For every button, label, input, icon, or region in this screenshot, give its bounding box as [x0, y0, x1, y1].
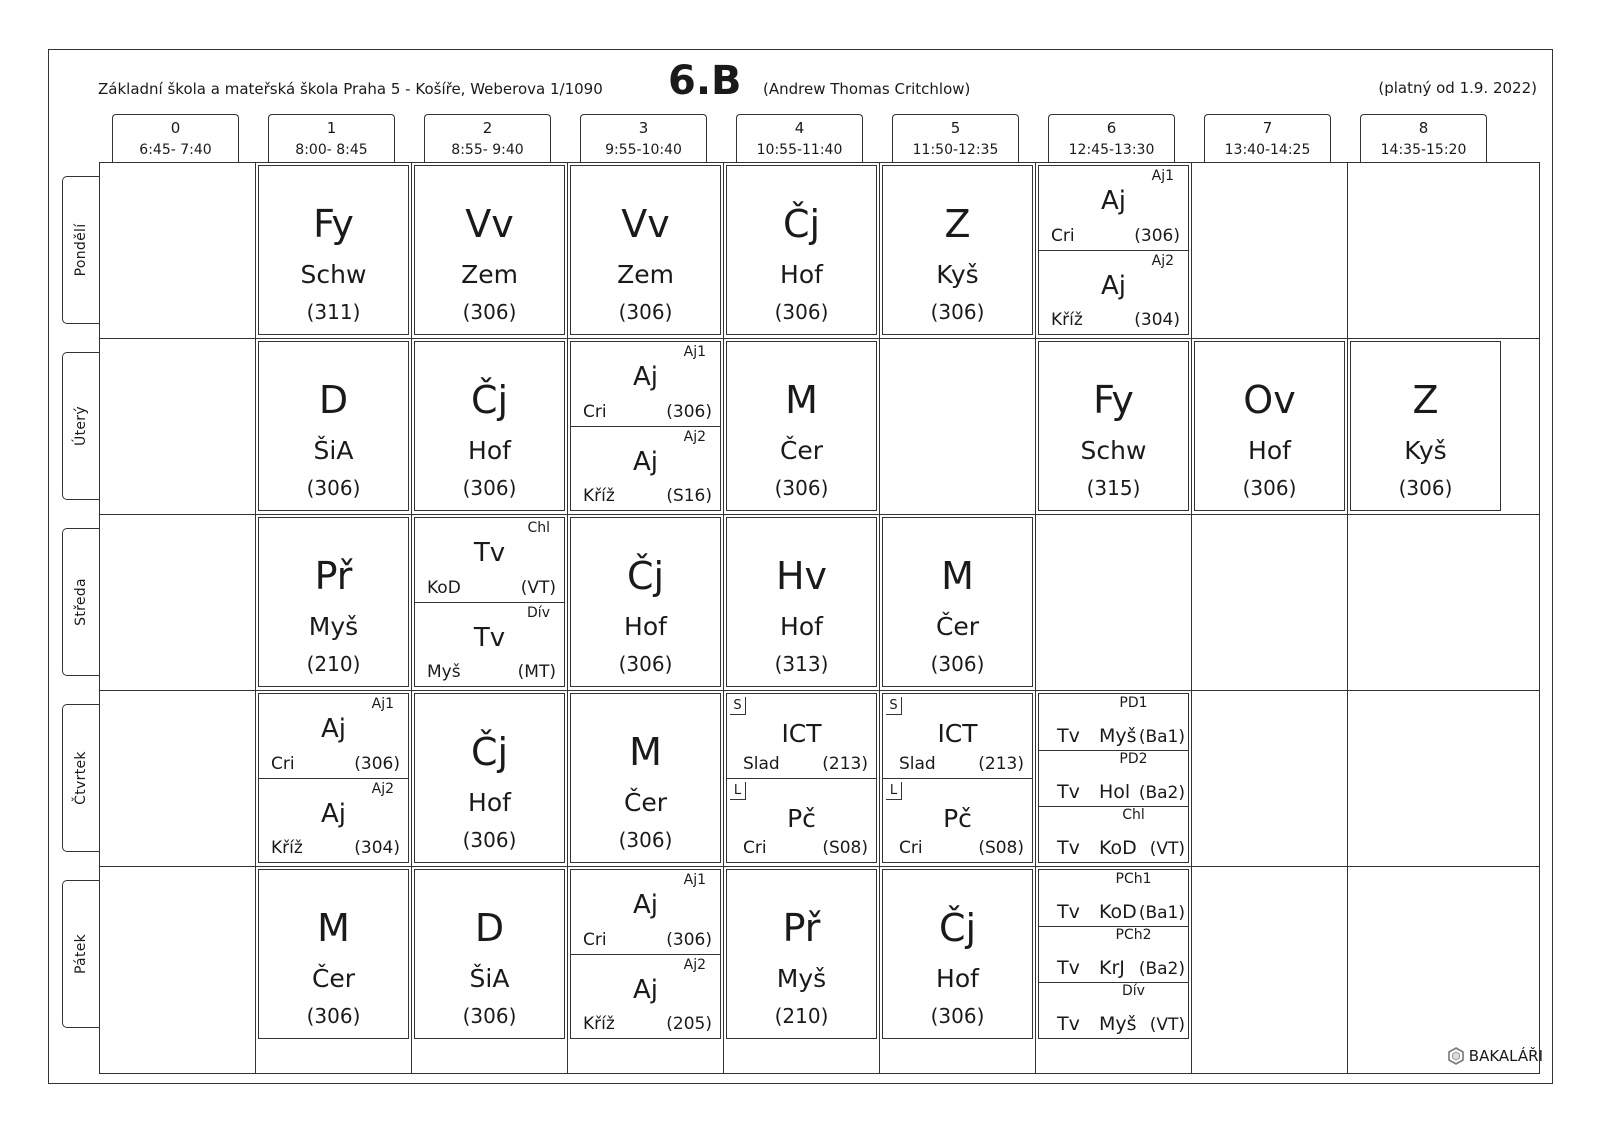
- subject: Čj: [626, 554, 665, 598]
- lesson-group: [1039, 806, 1188, 862]
- grid-row-line: [99, 866, 1540, 867]
- subject: Pč: [943, 804, 972, 833]
- lesson-group: [1039, 982, 1188, 1038]
- day-label-3: [62, 704, 99, 852]
- teacher: Cri: [583, 402, 607, 422]
- room: (306): [462, 1004, 517, 1028]
- subject: Tv: [473, 538, 506, 568]
- period-number: 0: [170, 119, 181, 137]
- teacher: ŠiA: [469, 964, 510, 993]
- subject: Př: [314, 554, 353, 598]
- period-time: 13:40-14:25: [1224, 142, 1311, 158]
- subject: Tv: [1057, 957, 1080, 979]
- lesson-cell: [414, 341, 565, 511]
- period-header-2: [424, 114, 551, 162]
- lesson-half: [727, 694, 876, 779]
- room: (304): [354, 838, 400, 858]
- subject: Z: [944, 202, 971, 246]
- subject: Aj: [632, 447, 658, 477]
- lesson-cell: [726, 341, 877, 511]
- room: (213): [978, 754, 1024, 774]
- teacher: KoD: [1099, 837, 1137, 859]
- lesson-cell-split-three: [1038, 869, 1189, 1039]
- teacher: Cri: [899, 838, 923, 858]
- lesson-cell: [1038, 341, 1189, 511]
- subject: Fy: [313, 202, 354, 246]
- room: (306): [462, 828, 517, 852]
- subject: Vv: [465, 202, 514, 246]
- lesson-cell: [258, 341, 409, 511]
- room: (Ba2): [1138, 783, 1185, 803]
- period-header-0: [112, 114, 239, 162]
- group-label: Chl: [527, 520, 550, 536]
- lesson-cell: [570, 693, 721, 863]
- subject: Ov: [1243, 378, 1296, 422]
- teacher: Myš: [1099, 725, 1137, 747]
- teacher: Hof: [624, 612, 667, 641]
- group-label: PCh1: [1115, 871, 1152, 887]
- teacher: Čer: [935, 612, 980, 641]
- room: (306): [774, 476, 829, 500]
- teacher: Hof: [468, 436, 511, 465]
- grid-row-line: [99, 690, 1540, 691]
- subject: Aj: [632, 975, 658, 1005]
- lesson-half: [571, 955, 720, 1038]
- room: (VT): [1149, 1015, 1185, 1035]
- subject: Vv: [621, 202, 670, 246]
- subject: Tv: [1057, 901, 1080, 923]
- lesson-cell: [1194, 341, 1345, 511]
- room: (210): [306, 652, 361, 676]
- room: (S08): [822, 838, 868, 858]
- room: (306): [930, 300, 985, 324]
- teacher: Čer: [311, 964, 356, 993]
- period-number: 8: [1418, 119, 1429, 137]
- lesson-cell: [258, 869, 409, 1039]
- day-name: Pátek: [73, 933, 89, 975]
- lesson-half: [259, 694, 408, 779]
- room: (VT): [1149, 839, 1185, 859]
- teacher: Slad: [899, 754, 936, 774]
- lesson-cell: [414, 165, 565, 335]
- teacher: Myš: [427, 662, 461, 682]
- lesson-half: [571, 427, 720, 510]
- group-label: Dív: [527, 605, 550, 621]
- subject: Čj: [782, 202, 821, 246]
- bakalari-logo-icon: [1447, 1047, 1465, 1065]
- teacher: ŠiA: [313, 436, 354, 465]
- lesson-cell-split: [570, 869, 721, 1039]
- day-name: Čtvrtek: [73, 751, 89, 805]
- subject: ICT: [937, 719, 978, 748]
- period-header-4: [736, 114, 863, 162]
- subject: Aj: [320, 799, 346, 829]
- lesson-half: [1039, 251, 1188, 334]
- room: (S08): [978, 838, 1024, 858]
- subject: Tv: [473, 623, 506, 653]
- room: (Ba2): [1138, 959, 1185, 979]
- room: (306): [306, 1004, 361, 1028]
- room: (306): [618, 652, 673, 676]
- lesson-cell: [726, 517, 877, 687]
- grid-row-line: [99, 338, 1540, 339]
- day-label-1: [62, 352, 99, 500]
- room: (311): [306, 300, 361, 324]
- lesson-cell: [882, 165, 1033, 335]
- teacher: Kříž: [583, 486, 615, 506]
- lesson-half: [571, 342, 720, 427]
- group-label: PD2: [1119, 751, 1148, 767]
- room: (VT): [520, 578, 556, 598]
- room: (306): [1398, 476, 1453, 500]
- period-time: 6:45- 7:40: [139, 142, 212, 158]
- group-label: Aj2: [683, 957, 706, 973]
- period-time: 11:50-12:35: [912, 142, 999, 158]
- grid-column-line: [255, 162, 256, 1074]
- group-label: Dív: [1122, 983, 1145, 999]
- period-number: 5: [950, 119, 961, 137]
- group-label: PD1: [1119, 695, 1148, 711]
- lesson-cell: [414, 693, 565, 863]
- room: (210): [774, 1004, 829, 1028]
- lesson-cell: [258, 165, 409, 335]
- subject: Fy: [1093, 378, 1134, 422]
- group-label: Aj1: [371, 696, 394, 712]
- lesson-half: [727, 779, 876, 862]
- period-number: 6: [1106, 119, 1117, 137]
- day-label-0: [62, 176, 99, 324]
- room: (306): [930, 652, 985, 676]
- lesson-cell: [726, 869, 877, 1039]
- group-label: Aj2: [371, 781, 394, 797]
- room: (304): [1134, 310, 1180, 330]
- subject: M: [317, 906, 350, 950]
- subject: Čj: [470, 378, 509, 422]
- week-tag: S: [886, 697, 902, 715]
- grid-column-line: [411, 162, 412, 1074]
- lesson-group: [1039, 694, 1188, 751]
- room: (213): [822, 754, 868, 774]
- lesson-half: [883, 694, 1032, 779]
- class-name: 6.B: [668, 58, 742, 104]
- room: (306): [618, 300, 673, 324]
- period-number: 1: [326, 119, 337, 137]
- period-time: 8:00- 8:45: [295, 142, 368, 158]
- day-name: Středa: [73, 578, 89, 626]
- group-label: Aj1: [683, 344, 706, 360]
- room: (306): [774, 300, 829, 324]
- group-label: Aj1: [683, 872, 706, 888]
- lesson-cell: [882, 517, 1033, 687]
- teacher: Čer: [779, 436, 824, 465]
- period-number: 4: [794, 119, 805, 137]
- teacher: Myš: [776, 964, 827, 993]
- grid-column-line: [723, 162, 724, 1074]
- period-number: 2: [482, 119, 493, 137]
- subject: Pč: [787, 804, 816, 833]
- subject: Tv: [1057, 837, 1080, 859]
- subject: Tv: [1057, 1013, 1080, 1035]
- period-header-1: [268, 114, 395, 162]
- brand-logo: [1447, 1047, 1543, 1065]
- subject: Čj: [938, 906, 977, 950]
- subject: Aj: [632, 362, 658, 392]
- period-number: 7: [1262, 119, 1273, 137]
- teacher: Cri: [583, 930, 607, 950]
- teacher: Schw: [300, 260, 367, 289]
- lesson-half: [259, 779, 408, 862]
- teacher: Hof: [1248, 436, 1291, 465]
- lesson-cell: [258, 517, 409, 687]
- lesson-cell-split: [726, 693, 877, 863]
- teacher: Myš: [308, 612, 359, 641]
- lesson-half: [571, 870, 720, 955]
- teacher: Cri: [1051, 226, 1075, 246]
- period-time: 9:55-10:40: [605, 142, 682, 158]
- period-time: 12:45-13:30: [1068, 142, 1155, 158]
- grid-column-line: [1347, 162, 1348, 1074]
- lesson-half: [415, 603, 564, 686]
- lesson-cell: [882, 869, 1033, 1039]
- subject: Aj: [632, 890, 658, 920]
- subject: Př: [782, 906, 821, 950]
- teacher: Slad: [743, 754, 780, 774]
- grid-column-line: [1191, 162, 1192, 1074]
- period-header-6: [1048, 114, 1175, 162]
- period-number: 3: [638, 119, 649, 137]
- day-name: Pondělí: [73, 223, 89, 277]
- brand-text: BAKALÁŘI: [1468, 1047, 1543, 1065]
- subject: Aj: [1100, 271, 1126, 301]
- teacher: Hol: [1099, 781, 1131, 803]
- period-header-3: [580, 114, 707, 162]
- room: (306): [1242, 476, 1297, 500]
- room: (306): [306, 476, 361, 500]
- room: (S16): [666, 486, 712, 506]
- lesson-cell: [726, 165, 877, 335]
- teacher: Zem: [617, 260, 674, 289]
- week-tag: L: [730, 782, 746, 800]
- period-header-7: [1204, 114, 1331, 162]
- subject: ICT: [781, 719, 822, 748]
- room: (MT): [517, 662, 556, 682]
- room: (306): [666, 402, 712, 422]
- teacher: Kříž: [583, 1014, 615, 1034]
- lesson-cell: [414, 869, 565, 1039]
- group-label: PCh2: [1115, 927, 1152, 943]
- grid-column-line: [879, 162, 880, 1074]
- teacher: Kyš: [936, 260, 979, 289]
- teacher: Zem: [461, 260, 518, 289]
- week-tag: L: [886, 782, 902, 800]
- lesson-cell: [570, 165, 721, 335]
- teacher: Hof: [780, 260, 823, 289]
- group-label: Chl: [1122, 807, 1145, 823]
- group-label: Aj2: [683, 429, 706, 445]
- lesson-cell: [1350, 341, 1501, 511]
- room: (306): [354, 754, 400, 774]
- class-teacher: (Andrew Thomas Critchlow): [763, 80, 971, 98]
- teacher: Kyš: [1404, 436, 1447, 465]
- subject: Čj: [470, 730, 509, 774]
- teacher: KoD: [427, 578, 461, 598]
- day-label-2: [62, 528, 99, 676]
- grid-row-line: [99, 514, 1540, 515]
- lesson-half: [883, 779, 1032, 862]
- period-time: 10:55-11:40: [756, 142, 843, 158]
- lesson-half: [415, 518, 564, 603]
- room: (Ba1): [1138, 727, 1185, 747]
- subject: Z: [1412, 378, 1439, 422]
- lesson-group: [1039, 750, 1188, 807]
- day-label-4: [62, 880, 99, 1028]
- period-header-5: [892, 114, 1019, 162]
- teacher: Čer: [623, 788, 668, 817]
- lesson-cell-split: [1038, 165, 1189, 335]
- subject: M: [785, 378, 818, 422]
- room: (306): [1134, 226, 1180, 246]
- lesson-group: [1039, 926, 1188, 983]
- room: (306): [666, 930, 712, 950]
- subject: D: [318, 378, 349, 422]
- week-tag: S: [730, 697, 746, 715]
- lesson-cell-split: [414, 517, 565, 687]
- lesson-half: [1039, 166, 1188, 251]
- subject: Aj: [1100, 186, 1126, 216]
- room: (205): [666, 1014, 712, 1034]
- room: (Ba1): [1138, 903, 1185, 923]
- teacher: Schw: [1080, 436, 1147, 465]
- room: (313): [774, 652, 829, 676]
- group-label: Aj2: [1151, 253, 1174, 269]
- room: (306): [462, 476, 517, 500]
- lesson-cell-split-three: [1038, 693, 1189, 863]
- lesson-group: [1039, 870, 1188, 927]
- subject: Tv: [1057, 725, 1080, 747]
- teacher: KoD: [1099, 901, 1137, 923]
- subject: Tv: [1057, 781, 1080, 803]
- subject: Aj: [320, 714, 346, 744]
- teacher: Cri: [743, 838, 767, 858]
- period-header-8: [1360, 114, 1487, 162]
- teacher: Cri: [271, 754, 295, 774]
- day-name: Úterý: [73, 406, 89, 446]
- grid-column-line: [567, 162, 568, 1074]
- teacher: Kříž: [271, 838, 303, 858]
- subject: M: [629, 730, 662, 774]
- teacher: KrJ: [1099, 957, 1125, 979]
- room: (315): [1086, 476, 1141, 500]
- lesson-cell-split: [882, 693, 1033, 863]
- teacher: Kříž: [1051, 310, 1083, 330]
- teacher: Myš: [1099, 1013, 1137, 1035]
- lesson-cell: [570, 517, 721, 687]
- group-label: Aj1: [1151, 168, 1174, 184]
- period-time: 14:35-15:20: [1380, 142, 1467, 158]
- subject: D: [474, 906, 505, 950]
- lesson-cell-split: [258, 693, 409, 863]
- teacher: Hof: [468, 788, 511, 817]
- room: (306): [618, 828, 673, 852]
- subject: M: [941, 554, 974, 598]
- subject: Hv: [775, 554, 828, 598]
- room: (306): [930, 1004, 985, 1028]
- room: (306): [462, 300, 517, 324]
- teacher: Hof: [780, 612, 823, 641]
- period-time: 8:55- 9:40: [451, 142, 524, 158]
- teacher: Hof: [936, 964, 979, 993]
- lesson-cell-split: [570, 341, 721, 511]
- school-name: Základní škola a mateřská škola Praha 5 - Košíře, Weberova 1/1090: [98, 80, 603, 98]
- grid-column-line: [1035, 162, 1036, 1074]
- valid-from: (platný od 1.9. 2022): [1378, 79, 1537, 97]
